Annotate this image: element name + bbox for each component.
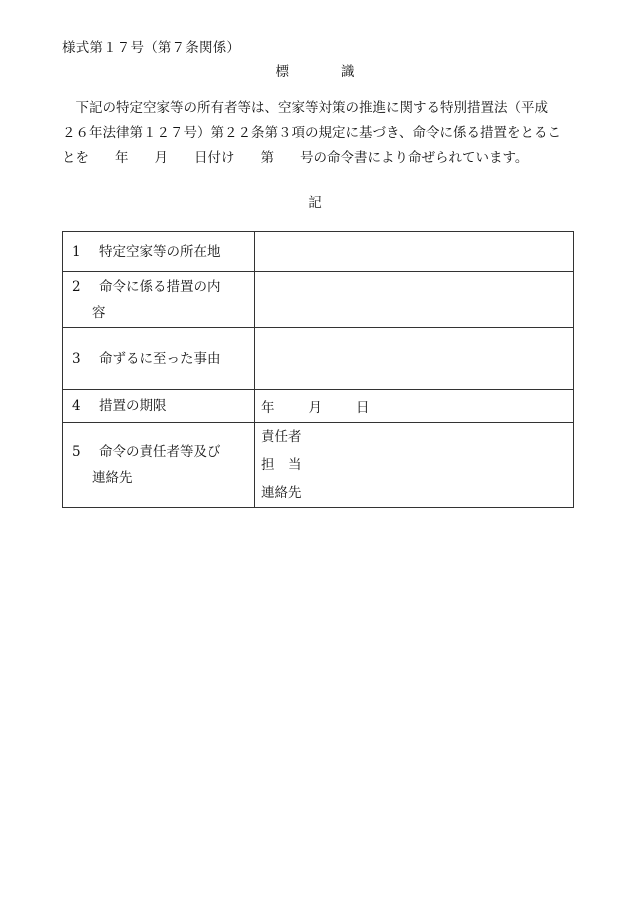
table-row: [63, 272, 574, 328]
row-label-continuation: 連絡先: [92, 470, 133, 486]
title-char-1: 標: [275, 64, 289, 80]
table-row: [63, 390, 574, 423]
form-number: 様式第１７号（第７条関係）: [62, 40, 241, 56]
measures-value: [255, 272, 574, 328]
location-value: [255, 232, 574, 272]
document-title: [0, 60, 630, 80]
row-label-contact: [63, 423, 255, 508]
row-label-text: 命令に係る措置の内: [99, 278, 221, 295]
row-number: 2: [72, 278, 81, 295]
body-line-3-seg-3: 月: [154, 150, 168, 166]
deadline-month: 月: [308, 400, 322, 416]
deadline-day: 日: [356, 400, 370, 416]
body-line-3: [62, 146, 574, 171]
row-number: 1: [72, 243, 81, 260]
row-number: 3: [72, 350, 81, 367]
deadline-year: 年: [261, 400, 275, 416]
row-number: 5: [72, 444, 81, 460]
row-label-location: [63, 232, 255, 272]
ki-heading: 記: [308, 195, 322, 211]
table-row: [63, 423, 574, 508]
body-line-3-seg-2: 年: [115, 150, 129, 166]
contact-responsible: 責任者: [261, 429, 302, 445]
table-row: [63, 328, 574, 390]
body-line-1: 下記の特定空家等の所有者等は、空家等対策の推進に関する特別措置法（平成: [62, 100, 548, 116]
body-line-3-seg-5: 第: [260, 150, 274, 166]
row-label-text: 特定空家等の所在地: [99, 243, 221, 260]
row-label-text: 命令の責任者等及び: [99, 444, 221, 460]
row-label-deadline: [63, 390, 255, 423]
row-label-measures: [63, 272, 255, 328]
deadline-value: [255, 390, 574, 423]
body-line-3-seg-1: とを: [62, 150, 89, 166]
table-row: [63, 232, 574, 272]
contact-info: 連絡先: [261, 485, 302, 501]
row-label-continuation: 容: [92, 304, 106, 321]
reason-value: [255, 328, 574, 390]
row-number: 4: [72, 398, 81, 414]
notice-body: [62, 96, 574, 171]
contact-value: [255, 423, 574, 508]
body-line-3-seg-4: 日付け: [194, 150, 235, 166]
body-line-2: ２６年法律第１２７号）第２２条第３項の規定に基づき、命令に係る措置をとるこ: [62, 125, 561, 141]
row-label-text: 命ずるに至った事由: [99, 350, 221, 367]
row-label-reason: [63, 328, 255, 390]
details-table: [62, 231, 574, 508]
title-char-2: 識: [341, 64, 355, 80]
contact-in-charge: 担 当: [261, 457, 302, 473]
body-line-3-seg-6: 号の命令書により命ぜられています。: [300, 150, 529, 166]
row-label-text: 措置の期限: [99, 398, 167, 414]
